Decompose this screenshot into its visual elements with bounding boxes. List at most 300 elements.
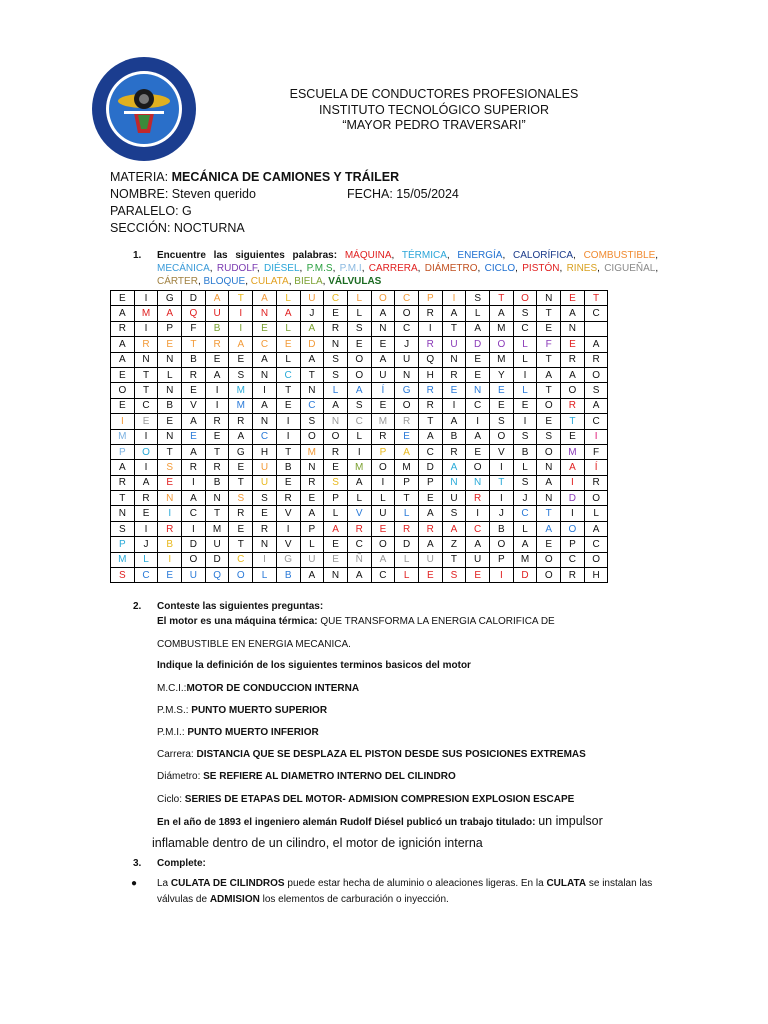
grid-cell: R (324, 321, 348, 336)
grid-cell: C (276, 367, 300, 382)
grid-cell: I (158, 552, 182, 567)
grid-cell: R (418, 383, 442, 398)
grid-cell: E (537, 414, 561, 429)
grid-cell: C (253, 337, 277, 352)
grid-cell: G (158, 291, 182, 306)
grid-cell: R (134, 491, 158, 506)
grid-cell: N (442, 475, 466, 490)
task-3-p3: puede estar hecha de aluminio o aleaciones ligeras. En la (284, 878, 547, 889)
grid-cell: S (324, 352, 348, 367)
grid-cell: P (395, 475, 419, 490)
word-list-item: ENERGÍA (457, 250, 503, 261)
grid-cell: Í (371, 383, 395, 398)
grid-cell: V (490, 444, 514, 459)
grid-cell: B (205, 321, 229, 336)
grid-cell: S (442, 506, 466, 521)
grid-cell: O (371, 460, 395, 475)
def-pmi-value: PUNTO MUERTO INFERIOR (187, 727, 319, 738)
grid-cell: L (158, 367, 182, 382)
grid-cell: L (395, 506, 419, 521)
grid-cell: N (158, 491, 182, 506)
grid-cell: F (537, 337, 561, 352)
grid-cell: L (395, 552, 419, 567)
grid-cell: N (300, 460, 324, 475)
grid-cell: S (253, 491, 277, 506)
grid-cell: I (490, 460, 514, 475)
word-list-item: CULATA (250, 276, 289, 287)
grid-cell: A (513, 537, 537, 552)
grid-cell: I (513, 414, 537, 429)
grid-row (111, 491, 608, 506)
def-diametro (133, 770, 673, 783)
grid-cell: A (371, 306, 395, 321)
materia-row (110, 169, 399, 186)
grid-cell: R (111, 321, 135, 336)
word-list-item: TÉRMICA (401, 250, 447, 261)
grid-cell: A (111, 306, 135, 321)
materia-label: MATERIA: (110, 170, 172, 184)
grid-cell: S (513, 475, 537, 490)
grid-cell: D (182, 537, 206, 552)
def-diametro-label: Diámetro: (157, 771, 201, 782)
grid-cell: P (490, 552, 514, 567)
grid-cell: I (253, 552, 277, 567)
grid-cell: L (300, 537, 324, 552)
grid-cell: E (229, 521, 253, 536)
grid-cell: O (347, 367, 371, 382)
grid-cell: E (466, 352, 490, 367)
grid-cell: C (466, 398, 490, 413)
grid-cell: I (134, 521, 158, 536)
word-list-item: RUDOLF (216, 263, 257, 274)
grid-cell: U (442, 337, 466, 352)
grid-cell: F (182, 321, 206, 336)
grid-cell: E (300, 491, 324, 506)
grid-cell: D (205, 552, 229, 567)
grid-cell: T (537, 306, 561, 321)
grid-cell: E (561, 291, 585, 306)
def-carrera-value: DISTANCIA QUE SE DESPLAZA EL PISTON DESDE SUS POSICIONES EXTREMAS (196, 749, 586, 760)
grid-cell: U (371, 506, 395, 521)
grid-cell: R (561, 398, 585, 413)
def-pms-value: PUNTO MUERTO SUPERIOR (191, 705, 328, 716)
grid-cell: N (371, 321, 395, 336)
grid-cell: I (229, 321, 253, 336)
grid-cell: E (490, 383, 514, 398)
grid-cell: M (513, 552, 537, 567)
grid-cell: R (111, 475, 135, 490)
grid-cell: S (324, 367, 348, 382)
grid-cell: O (490, 537, 514, 552)
grid-cell: I (134, 321, 158, 336)
grid-cell: N (324, 337, 348, 352)
grid-cell: L (584, 506, 608, 521)
grid-cell: P (418, 475, 442, 490)
grid-cell: N (395, 367, 419, 382)
grid-cell: E (253, 321, 277, 336)
grid-cell: E (134, 506, 158, 521)
grid-cell: D (561, 491, 585, 506)
grid-cell: L (371, 491, 395, 506)
def-diametro-value: SE REFIERE AL DIAMETRO INTERNO DEL CILINDRO (203, 771, 456, 782)
grid-cell: I (276, 414, 300, 429)
grid-cell: T (205, 506, 229, 521)
grid-cell: P (158, 321, 182, 336)
grid-cell: A (584, 398, 608, 413)
grid-cell: N (253, 537, 277, 552)
grid-cell: A (324, 398, 348, 413)
grid-cell: U (442, 491, 466, 506)
def-pms-label: P.M.S.: (157, 705, 189, 716)
grid-cell: L (513, 383, 537, 398)
grid-cell: O (490, 429, 514, 444)
grid-cell: P (111, 537, 135, 552)
grid-cell: L (324, 506, 348, 521)
grid-cell: A (229, 337, 253, 352)
grid-cell: O (537, 568, 561, 583)
grid-row (111, 568, 608, 583)
grid-cell: N (324, 414, 348, 429)
fecha-text: FECHA: 15/05/2024 (347, 187, 459, 201)
word-list-item: DIÉSEL (263, 263, 300, 274)
grid-cell: C (253, 429, 277, 444)
grid-cell: D (513, 568, 537, 583)
task-3-p2: CULATA DE CILINDROS (170, 878, 285, 889)
grid-cell: U (253, 460, 277, 475)
grid-cell: E (418, 568, 442, 583)
grid-cell: E (324, 460, 348, 475)
def-mci (133, 682, 673, 695)
grid-cell: A (442, 521, 466, 536)
grid-cell: M (111, 429, 135, 444)
grid-cell: E (324, 552, 348, 567)
grid-cell: O (395, 306, 419, 321)
grid-cell: E (395, 429, 419, 444)
grid-cell: I (182, 475, 206, 490)
grid-cell: E (371, 398, 395, 413)
word-list-item: CICLO (484, 263, 516, 274)
grid-cell: E (158, 475, 182, 490)
grid-row (111, 552, 608, 567)
grid-cell: A (182, 414, 206, 429)
grid-cell: T (229, 537, 253, 552)
grid-cell: A (300, 352, 324, 367)
grid-row (111, 321, 608, 336)
grid-cell: Q (418, 352, 442, 367)
grid-cell: E (111, 367, 135, 382)
grid-cell: R (418, 398, 442, 413)
grid-cell: D (418, 460, 442, 475)
def-ciclo-label: Ciclo: (157, 794, 183, 805)
task-2-header (133, 600, 673, 613)
grid-cell: T (205, 444, 229, 459)
task-2-number: 2. (133, 601, 142, 612)
grid-cell: A (111, 352, 135, 367)
grid-cell: G (395, 383, 419, 398)
grid-cell: R (561, 568, 585, 583)
word-list-item: RINES (566, 263, 598, 274)
grid-cell: E (111, 398, 135, 413)
grid-cell: O (584, 552, 608, 567)
grid-cell: L (324, 383, 348, 398)
grid-cell: L (347, 429, 371, 444)
grid-cell: I (182, 521, 206, 536)
grid-cell: E (537, 537, 561, 552)
grid-cell: A (182, 444, 206, 459)
grid-cell: U (371, 367, 395, 382)
grid-cell: E (442, 383, 466, 398)
question-motor-answer-cont (133, 638, 673, 651)
grid-cell: I (584, 429, 608, 444)
grid-cell: C (324, 291, 348, 306)
grid-cell: Q (182, 306, 206, 321)
grid-cell: S (158, 460, 182, 475)
grid-cell: U (395, 352, 419, 367)
definitions-title-text: Indique la definición de los siguientes terminos basicos del motor (157, 660, 471, 671)
grid-cell: E (253, 506, 277, 521)
grid-cell: J (300, 306, 324, 321)
grid-cell: A (347, 475, 371, 490)
seccion-text: SECCIÓN: NOCTURNA (110, 221, 245, 235)
grid-cell: B (205, 475, 229, 490)
grid-cell: C (584, 306, 608, 321)
nombre-row (110, 186, 459, 203)
grid-cell: L (134, 552, 158, 567)
grid-cell: B (276, 460, 300, 475)
grid-cell: C (134, 398, 158, 413)
header-line-name: “MAYOR PEDRO TRAVERSARI” (342, 118, 526, 132)
grid-cell: A (300, 506, 324, 521)
grid-cell: E (276, 398, 300, 413)
grid-cell: R (300, 475, 324, 490)
grid-cell: L (513, 337, 537, 352)
grid-cell: N (324, 568, 348, 583)
grid-cell: O (561, 521, 585, 536)
task-3-item (131, 876, 661, 908)
word-list-item: P.M.S (306, 263, 333, 274)
grid-row (111, 429, 608, 444)
grid-cell: T (537, 352, 561, 367)
grid-cell: L (276, 321, 300, 336)
document-header (230, 87, 638, 134)
grid-cell: A (253, 352, 277, 367)
grid-cell: A (537, 367, 561, 382)
grid-cell: M (300, 444, 324, 459)
grid-cell: F (584, 444, 608, 459)
def-pmi (133, 726, 673, 739)
grid-cell: B (513, 444, 537, 459)
grid-cell: R (205, 460, 229, 475)
grid-cell: M (490, 352, 514, 367)
grid-cell: A (300, 321, 324, 336)
task-1 (133, 249, 658, 288)
grid-cell: L (513, 460, 537, 475)
grid-cell: P (371, 444, 395, 459)
word-list: MÁQUINA, TÉRMICA, ENERGÍA, CALORÍFICA, COMBUSTIBLE, MECÁNICA, RUDOLF, DIÉSEL, P.M.S, P.M.I, CARRERA, DIÁMETRO, CICLO, PISTÓN, RINES, CIGUEÑAL, CÁRTER, BLOQUE, CULATA, BIELA, VÁLVULAS (157, 250, 659, 287)
grid-cell: L (347, 306, 371, 321)
grid-cell: A (205, 291, 229, 306)
bullet-icon: ● (131, 878, 138, 889)
word-list-item: CIGUEÑAL (604, 263, 656, 274)
word-list-item: COMBUSTIBLE (583, 250, 656, 261)
grid-cell: N (253, 414, 277, 429)
grid-cell: N (537, 491, 561, 506)
grid-cell: N (466, 475, 490, 490)
grid-cell: I (276, 521, 300, 536)
grid-cell: A (111, 460, 135, 475)
grid-cell: C (182, 506, 206, 521)
grid-cell: N (158, 383, 182, 398)
grid-cell: E (182, 429, 206, 444)
grid-cell: C (466, 521, 490, 536)
grid-cell: J (513, 491, 537, 506)
grid-cell: E (466, 444, 490, 459)
grid-cell: E (371, 521, 395, 536)
grid-cell: R (324, 444, 348, 459)
word-list-item: VÁLVULAS (328, 276, 382, 287)
grid-cell: E (324, 537, 348, 552)
grid-cell: M (111, 552, 135, 567)
grid-cell: A (561, 460, 585, 475)
word-list-item: DIÁMETRO (424, 263, 478, 274)
grid-cell: I (205, 383, 229, 398)
grid-cell: A (466, 537, 490, 552)
grid-cell: G (229, 444, 253, 459)
grid-cell: A (158, 306, 182, 321)
grid-cell: S (513, 306, 537, 321)
question-diesel-text: En el año de 1893 el ingeniero alemán Rudolf Diésel publicó un trabajo titulado: (157, 817, 536, 828)
word-list-item: MÁQUINA (344, 250, 392, 261)
grid-cell: E (158, 568, 182, 583)
grid-cell: A (253, 398, 277, 413)
grid-cell (584, 321, 608, 336)
grid-cell: R (134, 337, 158, 352)
grid-cell: E (418, 491, 442, 506)
grid-cell: N (537, 460, 561, 475)
grid-cell: A (276, 306, 300, 321)
grid-cell: A (347, 568, 371, 583)
grid-cell: E (276, 475, 300, 490)
grid-cell: I (134, 460, 158, 475)
grid-row (111, 337, 608, 352)
grid-cell: S (347, 398, 371, 413)
grid-cell: I (490, 491, 514, 506)
grid-row (111, 414, 608, 429)
word-list-item: CARRERA (368, 263, 418, 274)
grid-cell: S (490, 414, 514, 429)
grid-cell: M (371, 414, 395, 429)
grid-cell: O (182, 552, 206, 567)
grid-cell: H (253, 444, 277, 459)
grid-cell: U (205, 537, 229, 552)
grid-cell: C (584, 537, 608, 552)
grid-cell: C (347, 537, 371, 552)
grid-cell: L (513, 521, 537, 536)
grid-cell: E (561, 429, 585, 444)
grid-cell: O (584, 491, 608, 506)
grid-cell: E (158, 337, 182, 352)
grid-cell: R (395, 521, 419, 536)
def-pms (133, 704, 673, 717)
grid-cell: E (229, 352, 253, 367)
grid-cell: E (347, 337, 371, 352)
grid-cell: J (134, 537, 158, 552)
grid-row (111, 475, 608, 490)
grid-cell: A (561, 367, 585, 382)
grid-cell: A (537, 521, 561, 536)
def-carrera (133, 748, 673, 761)
grid-cell: A (442, 460, 466, 475)
grid-cell: T (418, 414, 442, 429)
grid-cell: A (418, 506, 442, 521)
grid-cell: E (371, 337, 395, 352)
word-list-item: BLOQUE (203, 276, 246, 287)
grid-cell: G (276, 552, 300, 567)
grid-cell: P (300, 521, 324, 536)
grid-cell: C (371, 568, 395, 583)
task-3-p4: CULATA (546, 878, 587, 889)
task-3-p6: ADMISION (209, 894, 260, 905)
grid-cell: Q (205, 568, 229, 583)
task-1-number: 1. (133, 250, 142, 261)
grid-cell: V (276, 537, 300, 552)
grid-cell: S (466, 291, 490, 306)
grid-cell: E (324, 306, 348, 321)
grid-cell: Y (490, 367, 514, 382)
grid-cell: C (347, 414, 371, 429)
grid-cell: T (229, 475, 253, 490)
task-3-number: 3. (133, 858, 142, 869)
grid-cell: L (347, 491, 371, 506)
grid-cell: A (442, 306, 466, 321)
grid-cell: M (347, 460, 371, 475)
grid-cell: E (466, 367, 490, 382)
grid-cell: B (442, 429, 466, 444)
word-list-item: P.M.I (339, 263, 362, 274)
grid-cell: R (418, 337, 442, 352)
grid-cell: N (158, 429, 182, 444)
grid-cell: U (253, 475, 277, 490)
grid-cell: A (205, 367, 229, 382)
grid-cell: A (347, 383, 371, 398)
grid-cell: O (111, 383, 135, 398)
grid-cell: I (561, 506, 585, 521)
grid-cell: J (395, 337, 419, 352)
task-3-title: Complete: (157, 858, 206, 869)
word-search-grid (110, 290, 608, 583)
grid-cell: A (466, 321, 490, 336)
grid-cell: O (584, 367, 608, 382)
grid-cell: C (229, 552, 253, 567)
grid-cell: S (442, 568, 466, 583)
definitions-title (133, 659, 673, 672)
grid-cell: L (276, 291, 300, 306)
grid-cell: T (442, 321, 466, 336)
grid-cell: I (466, 506, 490, 521)
grid-cell: A (466, 429, 490, 444)
grid-cell: R (182, 367, 206, 382)
grid-cell: L (276, 352, 300, 367)
grid-cell: S (324, 475, 348, 490)
grid-cell: E (158, 414, 182, 429)
question-motor-label: El motor es una máquina térmica: (157, 616, 318, 627)
question-diesel-answer-b: inflamable dentro de un cilindro, el motor de ignición interna (152, 836, 483, 850)
grid-cell: A (324, 521, 348, 536)
grid-cell: O (537, 552, 561, 567)
grid-cell: C (513, 506, 537, 521)
grid-cell: E (111, 291, 135, 306)
grid-cell: R (276, 491, 300, 506)
